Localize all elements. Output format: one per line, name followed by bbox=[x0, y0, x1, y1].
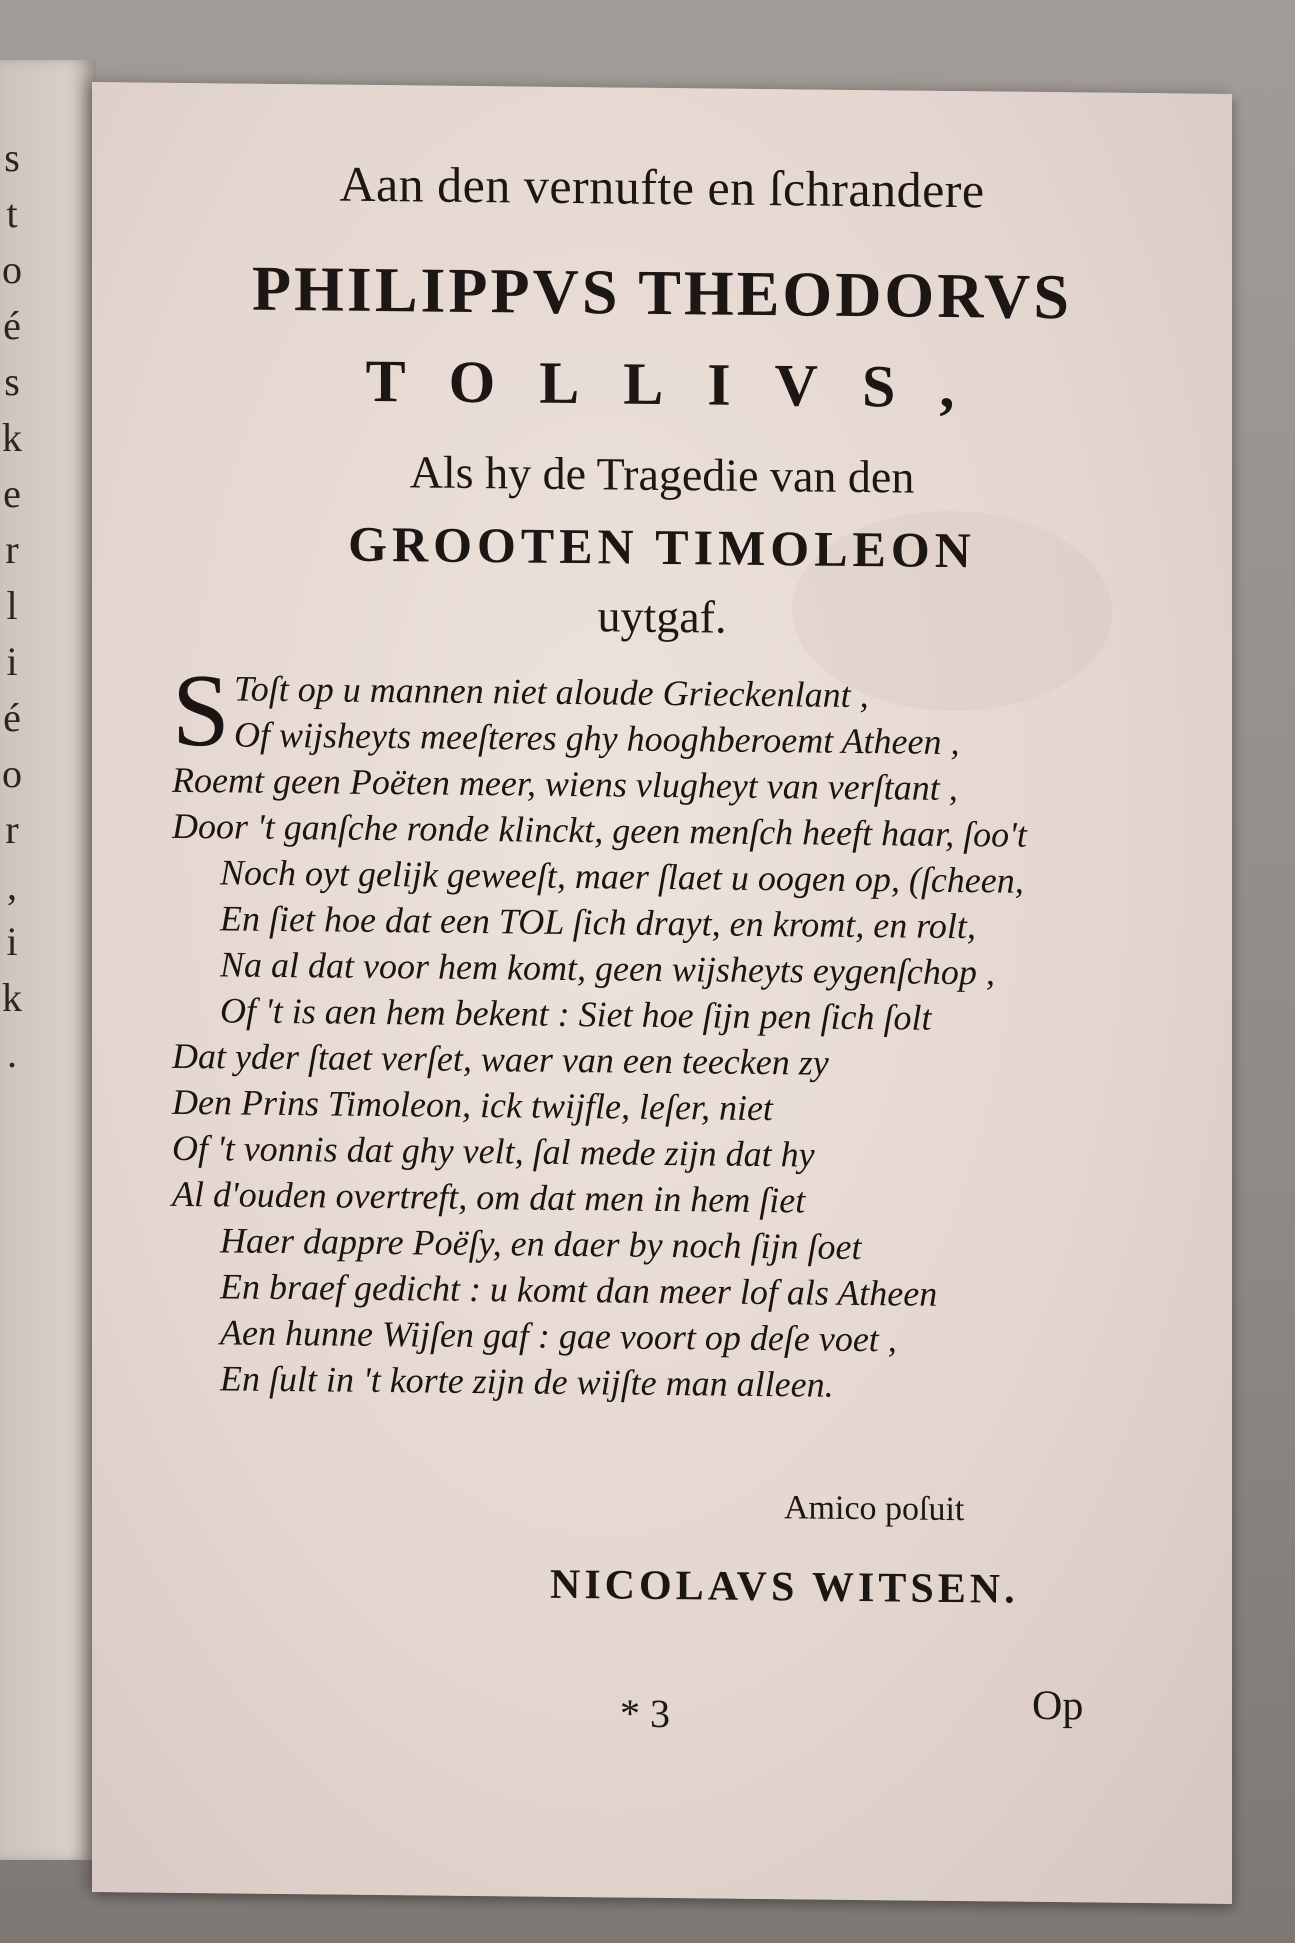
left-page-edge-char: o bbox=[2, 751, 22, 796]
poem-line: En ſult in 't korte zijn de wijſte man alleen. bbox=[220, 1358, 834, 1405]
signature-mark: * 3 bbox=[620, 1690, 670, 1737]
dedication-line: Aan den vernufte en ſchrandere bbox=[339, 155, 985, 219]
occasion-line: Als hy de Tragedie van den bbox=[409, 446, 915, 503]
poem-line: Toſt op u mannen niet aloude Grieckenlant , bbox=[234, 668, 869, 716]
left-page-edge-char: . bbox=[7, 1031, 17, 1076]
poem-line: Roemt geen Poëten meer, wiens vlugheyt van verſtant , bbox=[172, 759, 958, 809]
left-facing-page bbox=[0, 60, 96, 1860]
dedicatee-name-line2: TOLLIVS, bbox=[365, 347, 999, 421]
published-line: uytgaf. bbox=[597, 590, 727, 643]
left-page-edge-char: i bbox=[6, 919, 18, 964]
left-page-edge-char: e bbox=[3, 471, 21, 516]
poem-line: Of wijsheyts meeſteres ghy hooghberoemt Atheen , bbox=[234, 714, 960, 763]
left-page-edge-char: t bbox=[6, 191, 18, 236]
poem-line: Door 't ganſche ronde klinckt, geen menſch heeft haar, ſoo't bbox=[172, 805, 1027, 855]
poem-line: Haer dappre Poëſy, en daer by noch ſijn ſoet bbox=[220, 1220, 862, 1268]
poem-line: Of 't vonnis dat ghy velt, ſal mede zijn dat hy bbox=[172, 1127, 815, 1175]
left-page-edge-char: r bbox=[5, 807, 19, 852]
poem-line: En braef gedicht : u komt dan meer lof als Atheen bbox=[220, 1266, 938, 1314]
poem-line: Aen hunne Wijſen gaf : gae voort op deſe voet , bbox=[220, 1312, 897, 1360]
left-page-edge-char: k bbox=[2, 415, 22, 460]
left-page-edge-char: é bbox=[3, 695, 21, 740]
poem-line: Den Prins Timoleon, ick twijfle, leſer, niet bbox=[172, 1081, 773, 1129]
left-page-edge-char: k bbox=[2, 975, 22, 1020]
poem bbox=[172, 652, 1192, 1412]
book-page bbox=[92, 82, 1232, 1904]
left-page-edge-char: , bbox=[7, 863, 17, 908]
left-page-edge-char: é bbox=[3, 303, 21, 348]
left-page-edge-char: o bbox=[2, 247, 22, 292]
poem-line: Of 't is aen hem bekent : Siet hoe ſijn pen ſich ſolt bbox=[220, 990, 932, 1038]
author-name: NICOLAVS WITSEN. bbox=[550, 1561, 1019, 1613]
poem-line: En ſiet hoe dat een TOL ſich drayt, en kromt, en rolt, bbox=[220, 898, 976, 947]
poem-line: Na al dat voor hem komt, geen wijsheyts eygenſchop , bbox=[220, 944, 995, 993]
left-page-edge-char: i bbox=[6, 639, 18, 684]
drop-cap: S bbox=[172, 652, 230, 769]
catchword: Op bbox=[1032, 1682, 1084, 1730]
dedicatee-name-line1: PHILIPPVS THEODORVS bbox=[252, 252, 1072, 333]
poem-line: Noch oyt gelijk geweeſt, maer ſlaet u oogen op, (ſcheen, bbox=[220, 852, 1024, 901]
poem-line: Dat yder ſtaet verſet, waer van een teecken zy bbox=[172, 1035, 829, 1083]
poem-line: Al d'ouden overtreft, om dat men in hem ſiet bbox=[172, 1173, 806, 1221]
left-page-edge-text bbox=[2, 130, 22, 1082]
left-page-edge-char: r bbox=[5, 527, 19, 572]
left-page-edge-char: s bbox=[4, 359, 20, 404]
signoff: Amico poſuit bbox=[784, 1489, 965, 1529]
left-page-edge-char: l bbox=[6, 583, 18, 628]
left-page-edge-char: s bbox=[4, 135, 20, 180]
play-title: GROOTEN TIMOLEON bbox=[348, 515, 976, 579]
